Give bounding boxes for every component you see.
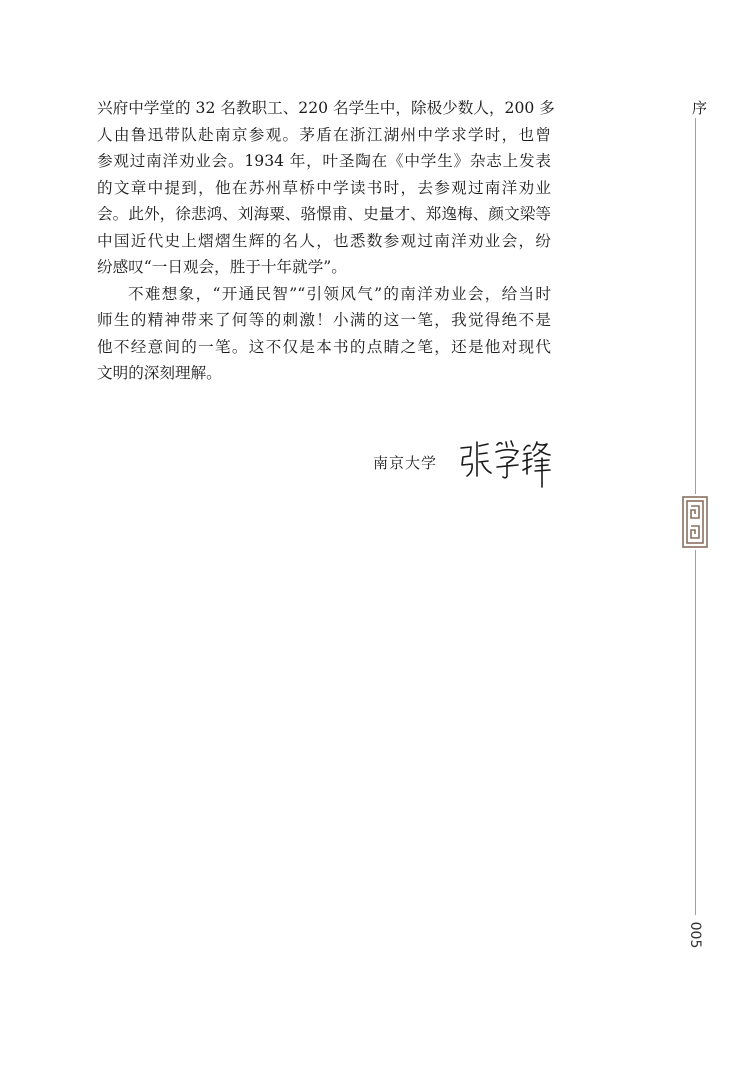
text-line: 他不经意间的一笔。这不仅是本书的点睛之笔，还是他对现代 xyxy=(97,337,551,356)
page-number xyxy=(686,918,704,952)
text-line: 兴府中学堂的 32 名教职工、220 名学生中，除极少数人，200 多 xyxy=(97,99,555,117)
page-number-text: 005 xyxy=(687,921,703,949)
margin-rule-bottom xyxy=(695,550,696,915)
text-line: 纷感叹“一日观会，胜于十年就学”。 xyxy=(97,258,347,276)
section-mark: 序 xyxy=(692,99,708,117)
text-line: 参观过南洋劝业会。1934 年，叶圣陶在《中学生》杂志上发表 xyxy=(97,152,551,170)
paragraph-1 xyxy=(97,95,555,281)
paragraph-2 xyxy=(97,281,551,387)
text-line: 不难想象，“开通民智”“引领风气”的南洋劝业会，给当时 xyxy=(128,284,551,303)
main-text xyxy=(97,95,555,387)
text-line: 文明的深刻理解。 xyxy=(97,364,222,382)
handwritten-signature xyxy=(455,432,555,490)
signature-affiliation: 南京大学 xyxy=(373,454,438,472)
text-line: 人由鲁迅带队赴南京参观。茅盾在浙江湖州中学求学时，也曾 xyxy=(97,125,551,144)
text-line: 中国近代史上熠熠生辉的名人，也悉数参观过南洋劝业会，纷 xyxy=(97,231,551,250)
signature-block xyxy=(373,432,573,492)
text-line: 会。此外，徐悲鸿、刘海粟、骆憬甫、史量才、郑逸梅、颜文梁等 xyxy=(97,205,551,223)
text-line: 师生的精神带来了何等的刺激！小满的这一笔，我觉得绝不是 xyxy=(97,311,551,329)
text-line: 的文章中提到，他在苏州草桥中学读书时，去参观过南洋劝业 xyxy=(97,178,551,197)
fret-ornament-icon xyxy=(680,494,710,550)
margin-rule-top xyxy=(695,118,696,494)
